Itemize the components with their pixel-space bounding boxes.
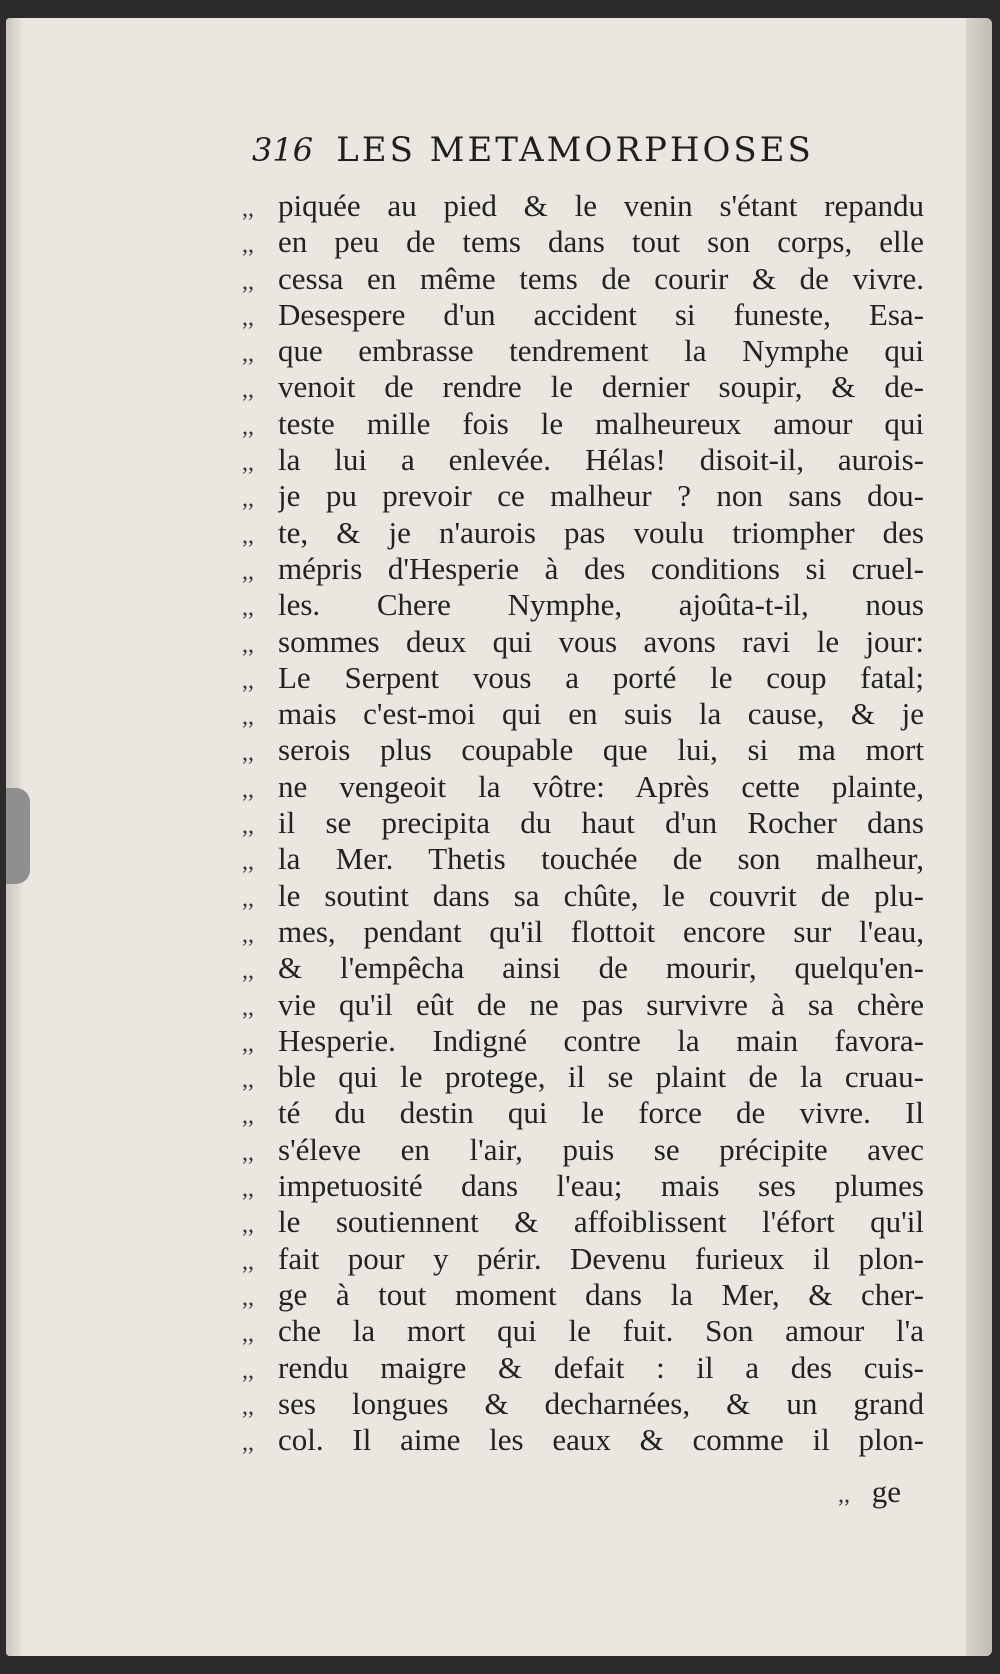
line-text: té du destin qui le force de vivre. Il	[278, 1095, 924, 1131]
line-text: piquée au pied & le venin s'étant repandu	[278, 188, 924, 223]
text-line	[242, 224, 924, 260]
line-text: rendu maigre & defait : il a des cuis-	[278, 1349, 924, 1385]
page-number: 316	[252, 131, 314, 169]
quote-mark: ,,	[242, 1139, 254, 1166]
text-line	[242, 660, 924, 696]
text-line	[242, 188, 924, 224]
quote-mark: ,,	[242, 885, 254, 912]
quote-mark: ,,	[242, 776, 254, 803]
text-line	[242, 696, 924, 732]
line-text: ge à tout moment dans la Mer, & cher-	[278, 1276, 924, 1312]
quote-mark: ,,	[242, 813, 254, 840]
text-line	[242, 1422, 924, 1458]
quote-mark: ,,	[242, 1284, 254, 1311]
text-line	[242, 1386, 924, 1422]
line-text: les. Chere Nymphe, ajoûta-t-il, nous	[278, 587, 924, 623]
quote-mark: ,,	[242, 486, 254, 513]
line-text: & l'empêcha ainsi de mourir, quelqu'en-	[278, 950, 924, 986]
quote-mark: ,,	[242, 631, 254, 658]
line-text: mépris d'Hesperie à des conditions si cruel-	[278, 550, 924, 586]
quote-mark: ,,	[242, 740, 254, 767]
line-text: te, & je n'aurois pas voulu triompher des	[278, 514, 924, 550]
text-line	[242, 587, 924, 623]
line-text: col. Il aime les eaux & comme il plon-	[278, 1422, 924, 1458]
quote-mark: ,,	[242, 304, 254, 331]
quote-mark: ,,	[242, 1430, 254, 1457]
quote-mark: ,,	[242, 1357, 254, 1384]
line-text: teste mille fois le malheureux amour qui	[278, 405, 924, 441]
quote-mark: ,,	[242, 1321, 254, 1348]
line-text: Desespere d'un accident si funeste, Esa-	[278, 296, 924, 332]
quote-mark: ,,	[242, 450, 254, 477]
quote-mark: ,,	[242, 377, 254, 404]
catchword	[838, 1474, 901, 1510]
quote-mark: ,,	[242, 1212, 254, 1239]
quote-mark: ,,	[242, 921, 254, 948]
text-line	[242, 1204, 924, 1240]
text-line	[242, 1168, 924, 1204]
text-line	[242, 878, 924, 914]
text-line	[242, 297, 924, 333]
text-line	[242, 914, 924, 950]
text-line	[242, 442, 924, 478]
text-line	[242, 551, 924, 587]
quote-mark: ,,	[242, 1067, 254, 1094]
line-text: cessa en même tems de courir & de vivre.	[278, 260, 924, 296]
quote-mark: ,,	[242, 667, 254, 694]
text-line	[242, 841, 924, 877]
quote-mark: ,,	[242, 958, 254, 985]
quote-mark: ,,	[242, 268, 254, 295]
quote-mark: ,,	[242, 1030, 254, 1057]
page-clip	[6, 788, 30, 884]
text-line	[242, 769, 924, 805]
text-line	[242, 1023, 924, 1059]
quote-mark: ,,	[242, 1248, 254, 1275]
text-line	[242, 1350, 924, 1386]
quote-mark: ,,	[242, 1103, 254, 1130]
body-text	[242, 188, 924, 1458]
line-text: fait pour y périr. Devenu furieux il plon-	[278, 1240, 924, 1276]
quote-mark: ,,	[242, 522, 254, 549]
quote-mark: ,,	[242, 341, 254, 368]
quote-mark: ,,	[242, 994, 254, 1021]
page-header	[252, 130, 814, 170]
text-line	[242, 478, 924, 514]
line-text: ne vengeoit la vôtre: Après cette plainte,	[278, 768, 924, 804]
catchword-text: ge	[871, 1474, 902, 1509]
text-line	[242, 1132, 924, 1168]
line-text: venoit de rendre le dernier soupir, & de-	[278, 369, 924, 405]
line-text: Le Serpent vous a porté le coup fatal;	[278, 659, 924, 695]
quote-mark: ,,	[838, 1482, 850, 1508]
quote-mark: ,,	[242, 558, 254, 585]
line-text: la lui a enlevée. Hélas! disoit-il, aurois-	[278, 442, 924, 478]
quote-mark: ,,	[242, 413, 254, 440]
line-text: il se precipita du haut d'un Rocher dans	[278, 805, 924, 841]
line-text: mais c'est-moi qui en suis la cause, & je	[278, 696, 924, 732]
text-line	[242, 1059, 924, 1095]
line-text: le soutiennent & affoiblissent l'éfort qu'il	[278, 1204, 924, 1240]
book-page	[6, 18, 992, 1656]
text-line	[242, 624, 924, 660]
quote-mark: ,,	[242, 595, 254, 622]
line-text: je pu prevoir ce malheur ? non sans dou-	[278, 478, 924, 514]
text-line	[242, 805, 924, 841]
line-text: mes, pendant qu'il flottoit encore sur l'eau,	[278, 913, 924, 949]
quote-mark: ,,	[242, 704, 254, 731]
line-text: en peu de tems dans tout son corps, elle	[278, 224, 924, 260]
text-line	[242, 1313, 924, 1349]
line-text: impetuosité dans l'eau; mais ses plumes	[278, 1168, 924, 1204]
text-line	[242, 515, 924, 551]
text-line	[242, 333, 924, 369]
line-text: serois plus coupable que lui, si ma mort	[278, 732, 924, 768]
text-line	[242, 1277, 924, 1313]
text-line	[242, 1241, 924, 1277]
page-edge	[966, 18, 992, 1656]
text-line	[242, 950, 924, 986]
line-text: s'éleve en l'air, puis se précipite avec	[278, 1131, 924, 1167]
text-line	[242, 732, 924, 768]
text-line	[242, 1095, 924, 1131]
quote-mark: ,,	[242, 1393, 254, 1420]
line-text: ses longues & decharnées, & un grand	[278, 1385, 924, 1421]
text-line	[242, 261, 924, 297]
running-head: LES METAMORPHOSES	[336, 130, 814, 170]
quote-mark: ,,	[242, 232, 254, 259]
quote-mark: ,,	[242, 1176, 254, 1203]
quote-mark: ,,	[242, 196, 254, 222]
text-line	[242, 406, 924, 442]
quote-mark: ,,	[242, 849, 254, 876]
line-text: la Mer. Thetis touchée de son malheur,	[278, 841, 924, 877]
line-text: Hesperie. Indigné contre la main favora-	[278, 1022, 924, 1058]
line-text: sommes deux qui vous avons ravi le jour:	[278, 623, 924, 659]
line-text: che la mort qui le fuit. Son amour l'a	[278, 1313, 924, 1349]
text-line	[242, 369, 924, 405]
line-text: que embrasse tendrement la Nymphe qui	[278, 333, 924, 369]
line-text: ble qui le protege, il se plaint de la cruau-	[278, 1059, 924, 1095]
line-text: vie qu'il eût de ne pas survivre à sa chère	[278, 986, 924, 1022]
text-line	[242, 987, 924, 1023]
line-text: le soutint dans sa chûte, le couvrit de plu-	[278, 877, 924, 913]
